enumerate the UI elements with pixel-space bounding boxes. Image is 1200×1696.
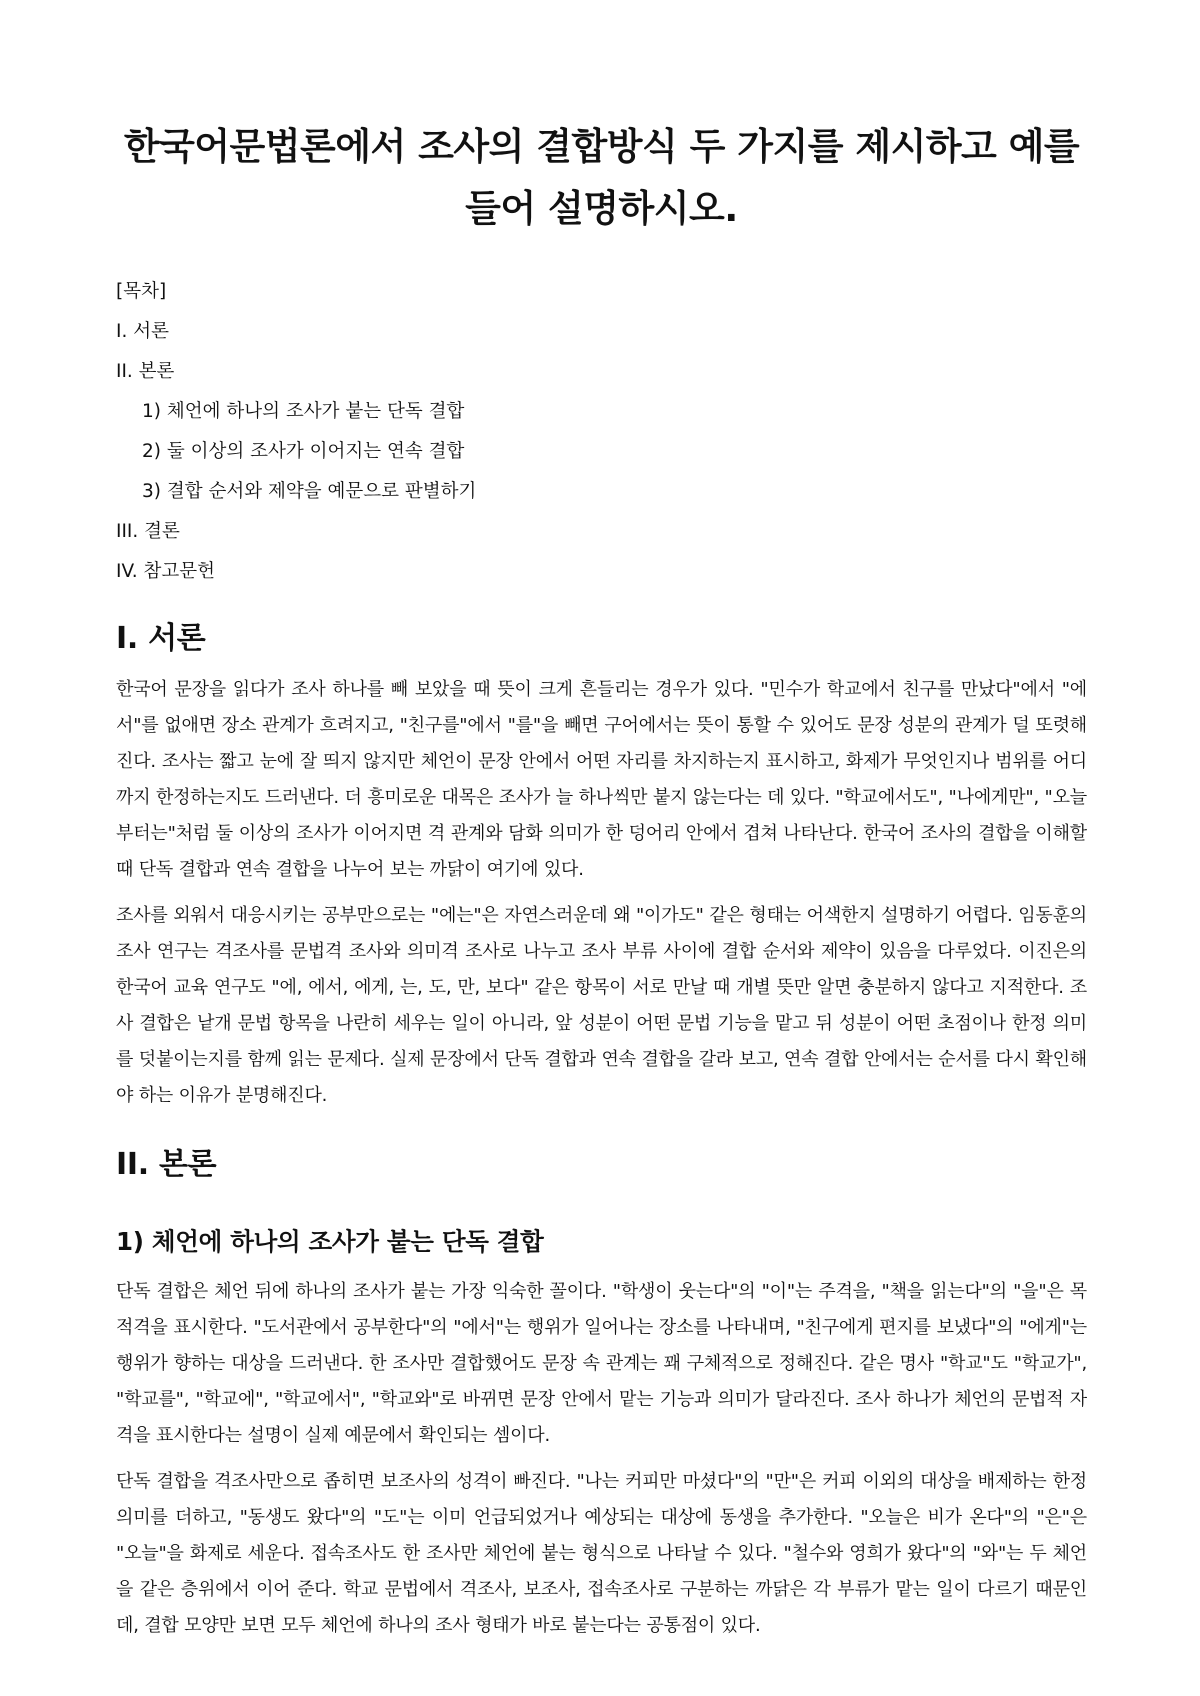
toc-item-body-1: 1) 체언에 하나의 조사가 붙는 단독 결합 — [142, 401, 465, 422]
toc-item-introduction: I. 서론 — [116, 321, 169, 342]
subsection-heading-single-combination: 1) 체언에 하나의 조사가 붙는 단독 결합 — [116, 1227, 544, 1256]
paragraph: 조사를 외워서 대응시키는 공부만으로는 "에는"은 자연스러운데 왜 "이가도" 같은 형태는 어색한지 설명하기 어렵다. 임동훈의 조사 연구는 격조사를 문법격 조사와 의미격 조사로 나누고 조사 부류 사이에 결합 순서와 제약이 있음을 다루었다. 이진은의 한국어 교육 연구도 "에, 에서, 에게, 는, 도, 만, 보다" 같은 항목이 서로 만날 때 개별 뜻만 알면 충분하지 않다고 지적한다. 조사 결합은 낱개 문법 항목을 나란히 세우는 일이 아니라, 앞 성분이 어떤 문법 기능을 맡고 뒤 성분이 어떤 초점이나 한정 의미를 덧붙이는지를 함께 읽는 문제다. 실제 문장에서 단독 결합과 연속 결합을 갈라 보고, 연속 결합 안에서는 순서를 다시 확인해야 하는 이유가 분명해진다. — [116, 905, 1087, 1106]
document-title: 한국어문법론에서 조사의 결합방식 두 가지를 제시하고 예를 들어 설명하시오. — [123, 125, 1080, 230]
toc-item-conclusion: III. 결론 — [116, 521, 180, 542]
paragraph: 단독 결합을 격조사만으로 좁히면 보조사의 성격이 빠진다. "나는 커피만 마셨다"의 "만"은 커피 이외의 대상을 배제하는 한정 의미를 더하고, "동생도 왔다"의 "도"는 이미 언급되었거나 예상되는 대상에 동생을 추가한다. "오늘은 비가 온다"의 "은"은 "오늘"을 화제로 세운다. 접속조사도 한 조사만 체언에 붙는 형식으로 나타날 수 있다. "철수와 영희가 왔다"의 "와"는 두 체언을 같은 층위에서 이어 준다. 학교 문법에서 격조사, 보조사, 접속조사로 구분하는 까닭은 각 부류가 맡는 일이 다르기 때문인데, 결합 모양만 보면 모두 체언에 하나의 조사 형태가 바로 붙는다는 공통점이 있다. — [116, 1471, 1087, 1636]
toc-item-body-3: 3) 결합 순서와 제약을 예문으로 판별하기 — [142, 481, 477, 502]
toc-item-body-2: 2) 둘 이상의 조사가 이어지는 연속 결합 — [142, 441, 465, 462]
section-heading-introduction: I. 서론 — [116, 621, 206, 656]
toc-item-body: II. 본론 — [116, 361, 175, 382]
body-section — [116, 1140, 1087, 1644]
introduction-section — [116, 614, 1087, 1114]
section-heading-body: II. 본론 — [116, 1147, 217, 1182]
table-of-contents — [116, 272, 1087, 592]
paragraph: 단독 결합은 체언 뒤에 하나의 조사가 붙는 가장 익숙한 꼴이다. "학생이 웃는다"의 "이"는 주격을, "책을 읽는다"의 "을"은 목적격을 표시한다. "도서관에서 공부한다"의 "에서"는 행위가 일어나는 장소를 나타내며, "친구에게 편지를 보냈다"의 "에게"는 행위가 향하는 대상을 드러낸다. 한 조사만 결합했어도 문장 속 관계는 꽤 구체적으로 정해진다. 같은 명사 "학교"도 "학교가", "학교를", "학교에", "학교에서", "학교와"로 바뀌면 문장 안에서 맡는 기능과 의미가 달라진다. 조사 하나가 체언의 문법적 자격을 표시한다는 설명이 실제 예문에서 확인되는 셈이다. — [116, 1281, 1087, 1446]
toc-label: [목차] — [116, 281, 167, 302]
toc-item-references: IV. 참고문헌 — [116, 561, 215, 582]
paragraph: 한국어 문장을 읽다가 조사 하나를 빼 보았을 때 뜻이 크게 흔들리는 경우가 있다. "민수가 학교에서 친구를 만났다"에서 "에서"를 없애면 장소 관계가 흐려지고, "친구를"에서 "를"을 빼면 구어에서는 뜻이 통할 수 있어도 문장 성분의 관계가 덜 또렷해진다. 조사는 짧고 눈에 잘 띄지 않지만 체언이 문장 안에서 어떤 자리를 차지하는지 표시하고, 화제가 무엇인지나 범위를 어디까지 한정하는지도 드러낸다. 더 흥미로운 대목은 조사가 늘 하나씩만 붙지 않는다는 데 있다. "학교에서도", "나에게만", "오늘부터는"처럼 둘 이상의 조사가 이어지면 격 관계와 담화 의미가 한 덩어리 안에서 겹쳐 나타난다. 한국어 조사의 결합을 이해할 때 단독 결합과 연속 결합을 나누어 보는 까닭이 여기에 있다. — [116, 679, 1087, 880]
